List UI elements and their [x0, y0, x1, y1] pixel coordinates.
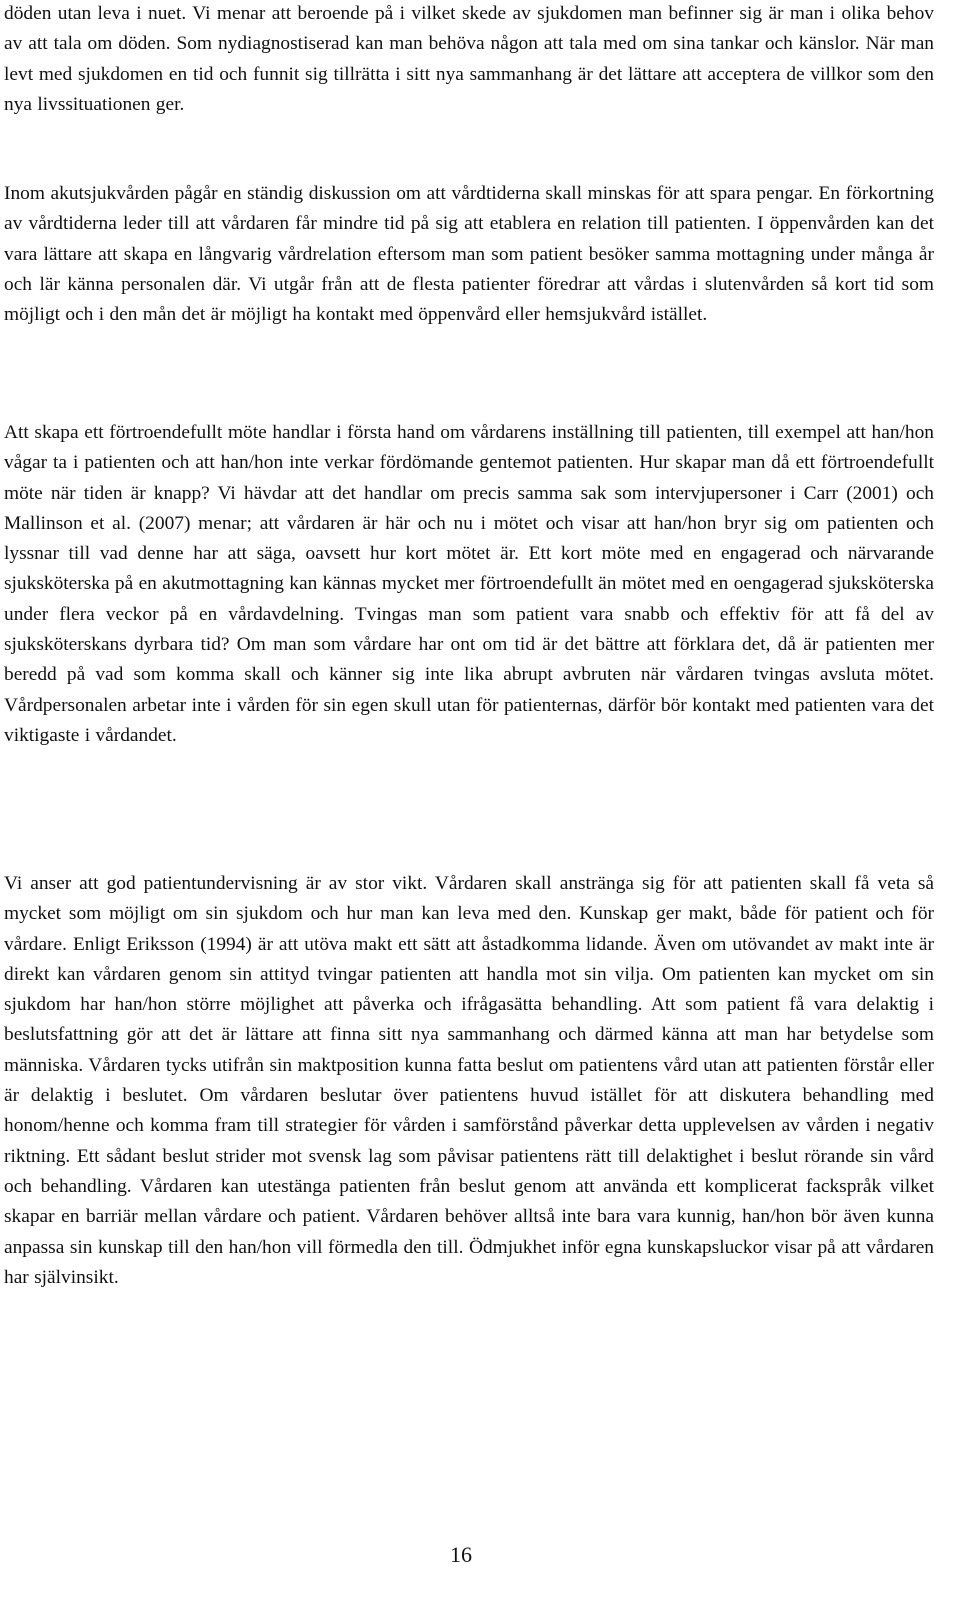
body-paragraph-2: Inom akutsjukvården pågår en ständig diskussion om att vårdtiderna skall minskas för att spara pengar. En förkortning av vårdtiderna leder till att vårdaren får mindre tid på sig att etablera en relation till patienten. I öppenvården kan det vara lättare att skapa en långvarig vårdrelation eftersom man som patient besöker samma mottagning under många år och lär känna personalen där. Vi utgår från att de flesta patienter föredrar att vårdas i slutenvården så kort tid som möjligt och i den mån det är möjligt ha kontakt med öppenvård eller hemsjukvård istället. — [4, 183, 934, 326]
body-paragraph-4: Vi anser att god patientundervisning är av stor vikt. Vårdaren skall anstränga sig för att patienten skall få veta så mycket som möjligt om sin sjukdom och hur man kan leva med den. Kunskap ger makt, både för patient och för vårdare. Enligt Eriksson (1994) är att utöva makt ett sätt att åstadkomma lidande. Även om utövandet av makt inte är direkt kan vårdaren genom sin attityd tvingar patienten att handla mot sin vilja. Om patienten kan mycket om sin sjukdom har han/hon större möjlighet att påverka och ifrågasätta behandling. Att som patient få vara delaktig i beslutsfattning gör att det är lättare att finna sitt nya sammanhang och därmed känna att man har betydelse som människa. Vårdaren tycks utifrån sin maktposition kunna fatta beslut om patientens vård utan att patienten förstår eller är delaktig i beslutet. Om vårdaren beslutar över patientens huvud istället för att diskutera behandling med honom/henne och komma fram till strategier för vården i samförstånd påverkar detta upplevelsen av vården i negativ riktning. Ett sådant beslut strider mot svensk lag som påvisar patientens rätt till delaktighet i beslut rörande sin vård och behandling. Vårdaren kan utestänga patienten från beslut genom att använda ett komplicerat fackspråk vilket skapar en barriär mellan vårdare och patient. Vårdaren behöver alltså inte bara vara kunnig, han/hon bör även kunna anpassa sin kunskap till den han/hon vill förmedla den till. Ödmjukhet inför egna kunskapsluckor visar på att vårdaren har självinsikt. — [4, 873, 934, 1288]
body-paragraph-3: Att skapa ett förtroendefullt möte handlar i första hand om vårdarens inställning till patienten, till exempel att han/hon vågar ta i patienten och att han/hon inte verkar fördömande gentemot patienten. Hur skapar man då ett förtroendefullt möte när tiden är knapp? Vi hävdar att det handlar om precis samma sak som intervjupersoner i Carr (2001) och Mallinson et al. (2007) menar; att vårdaren är här och nu i mötet och visar att han/hon bryr sig om patienten och lyssnar till vad denne har att säga, oavsett hur kort mötet är. Ett kort möte med en engagerad och närvarande sjuksköterska på en akutmottagning kan kännas mycket mer förtroendefullt än mötet med en oengagerad sjuksköterska under flera veckor på en vårdavdelning. Tvingas man som patient vara snabb och effektiv för att få del av sjuksköterskans dyrbara tid? Om man som vårdare har ont om tid är det bättre att förklara det, då är patienten mer beredd på vad som komma skall och känner sig inte lika abrupt avbruten när vårdaren tvingas avsluta mötet. Vårdpersonalen arbetar inte i vården för sin egen skull utan för patienternas, därför bör kontakt med patienten vara det viktigaste i vårdandet. — [4, 422, 934, 746]
body-paragraph-1: döden utan leva i nuet. Vi menar att beroende på i vilket skede av sjukdomen man befinner sig är man i olika behov av att tala om döden. Som nydiagnostiserad kan man behöva någon att tala med om sina tankar och känslor. När man levt med sjukdomen en tid och funnit sig tillrätta i sitt nya sammanhang är det lättare att acceptera de villkor som den nya livssituationen ger. — [4, 3, 934, 115]
page-number: 16 — [450, 1542, 472, 1567]
